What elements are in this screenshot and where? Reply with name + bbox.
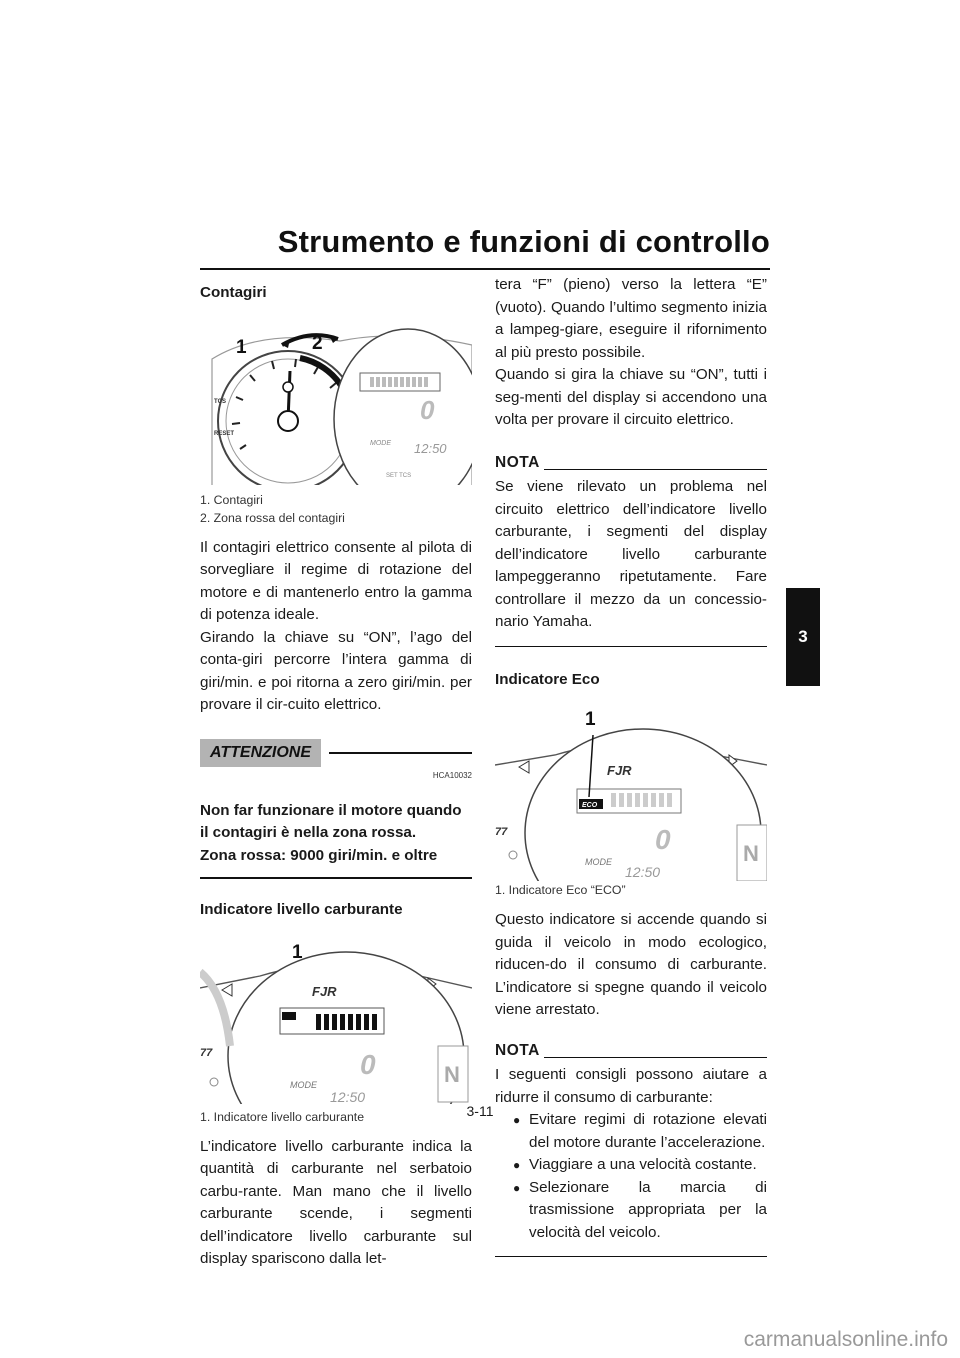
left-column bbox=[200, 274, 472, 1271]
svg-text:MODE: MODE bbox=[585, 857, 612, 867]
svg-text:MODE: MODE bbox=[290, 1079, 317, 1090]
eco-nota-label: NOTA bbox=[495, 1041, 540, 1059]
fuel-callout-1: 1 bbox=[292, 941, 303, 963]
fuel-nota-text: Se viene rilevato un problema nel circuito elettrico dell’indicatore livello carburante, i segmenti del display dell’indicatore livello carburante lampeggeranno ripetutamente. Fare controllare il mezzo da un concessio-nario Yamaha. bbox=[495, 478, 767, 630]
fuel-paragraph-2: Quando si gira la chiave su “ON”, tutti i seg-menti del display si accendono una volta per provare il circuito elettrico. bbox=[495, 366, 767, 428]
chapter-tab: 3 bbox=[786, 588, 820, 686]
tachometer-paragraph-2: Girando la chiave su “ON”, l’ago del conta-giri percorre l’intera gamma di giri/min. e poi ritorna a zero giri/min. per provare il cir-cuito elettrico. bbox=[200, 628, 472, 713]
fuel-nota-label: NOTA bbox=[495, 453, 540, 471]
eco-tip-item: ● Selezionare la marcia di trasmissione appropriata per la velocità del veicolo. bbox=[513, 1177, 767, 1245]
fuel-gauge-illustration bbox=[200, 936, 472, 1104]
svg-text:0: 0 bbox=[360, 1048, 376, 1080]
fuel-paragraph-1-end: tera “F” (pieno) verso la lettera “E” (vuoto). Quando l’ultimo segmento inizia a lampeg-giare, eseguire il rifornimento al più presto possibile. bbox=[495, 276, 767, 361]
page-title: Strumento e funzioni di controllo bbox=[277, 224, 770, 259]
eco-indicator-illustration bbox=[495, 705, 767, 881]
eco-nota-header bbox=[495, 1040, 767, 1063]
eco-tip-item: ● Evitare regimi di rotazione elevati del motore durante l’accelerazione. bbox=[513, 1109, 767, 1154]
tachometer-callout-1: 1 bbox=[236, 336, 247, 358]
svg-text:FJR: FJR bbox=[312, 983, 337, 999]
svg-text:77: 77 bbox=[495, 826, 508, 838]
svg-text:N: N bbox=[743, 841, 759, 866]
svg-text:12:50: 12:50 bbox=[414, 440, 447, 456]
svg-text:0: 0 bbox=[420, 394, 435, 425]
tachometer-figure bbox=[200, 309, 472, 485]
eco-paragraph: Questo indicatore si accende quando si guida il veicolo in modo ecologico, riducen-do il consumo di carburante. L’indicatore si spegne quando il veicolo viene arrestato. bbox=[495, 911, 767, 1018]
svg-text:77: 77 bbox=[200, 1046, 213, 1059]
attention-code: HCA10032 bbox=[432, 771, 472, 780]
svg-text:FJR: FJR bbox=[607, 763, 632, 778]
svg-text:RESET: RESET bbox=[214, 430, 235, 437]
page-number: 3-11 bbox=[466, 1103, 494, 1119]
eco-callout-1: 1 bbox=[585, 709, 596, 730]
eco-nota-rule bbox=[544, 1057, 767, 1059]
svg-text:0: 0 bbox=[655, 824, 671, 855]
svg-text:ECO: ECO bbox=[582, 802, 598, 809]
attention-rule bbox=[329, 752, 472, 754]
fuel-nota-body bbox=[495, 476, 767, 647]
eco-figure bbox=[495, 705, 767, 881]
footer-watermark[interactable]: carmanualsonline.info bbox=[743, 1328, 948, 1351]
eco-caption: 1. Indicatore Eco “ECO” bbox=[495, 883, 626, 897]
eco-nota-body bbox=[495, 1064, 767, 1257]
title-rule bbox=[200, 268, 770, 270]
svg-text:N: N bbox=[444, 1061, 460, 1087]
tachometer-caption-2: 2. Zona rossa del contagiri bbox=[200, 510, 345, 525]
tachometer-heading: Contagiri bbox=[200, 284, 267, 301]
attention-header bbox=[200, 739, 472, 768]
svg-text:SET TCS: SET TCS bbox=[386, 472, 412, 479]
fuel-figure bbox=[200, 936, 472, 1104]
attention-body bbox=[200, 800, 472, 880]
eco-heading: Indicatore Eco bbox=[495, 670, 600, 688]
svg-text:TCS: TCS bbox=[214, 398, 226, 405]
fuel-paragraph-1-start: L’indicatore livello carburante indica la quantità di carburante nel serbatoio carbu-rante. Man mano che il livello carburante scende, i segmenti dell’indicatore livello carburante sul display spariscono dalla let- bbox=[200, 1137, 472, 1267]
svg-text:12:50: 12:50 bbox=[330, 1088, 366, 1104]
svg-text:12:50: 12:50 bbox=[625, 864, 661, 880]
tachometer-illustration bbox=[200, 309, 472, 485]
tachometer-callout-2: 2 bbox=[312, 332, 323, 354]
attention-line-1: Non far funzionare il motore quando il contagiri è nella zona rossa. bbox=[200, 801, 462, 841]
eco-tips-list bbox=[495, 1109, 767, 1244]
tachometer-paragraph-1: Il contagiri elettrico consente al pilota di sorvegliare il regime di rotazione del motore e di mantenerlo entro la gamma di potenza ideale. bbox=[200, 538, 472, 623]
fuel-caption: 1. Indicatore livello carburante bbox=[200, 1109, 365, 1124]
eco-tip-item: ● Viaggiare a una velocità costante. bbox=[513, 1154, 767, 1177]
fuel-heading: Indicatore livello carburante bbox=[200, 901, 403, 918]
eco-nota-intro: I seguenti consigli possono aiutare a ridurre il consumo di carburante: bbox=[495, 1066, 767, 1106]
svg-text:MODE: MODE bbox=[370, 439, 391, 447]
attention-line-2: Zona rossa: 9000 giri/min. e oltre bbox=[200, 846, 438, 864]
tachometer-caption-1: 1. Contagiri bbox=[200, 492, 263, 507]
attention-badge: ATTENZIONE bbox=[200, 739, 321, 768]
fuel-nota-header bbox=[495, 452, 767, 475]
fuel-nota-rule bbox=[544, 469, 767, 471]
